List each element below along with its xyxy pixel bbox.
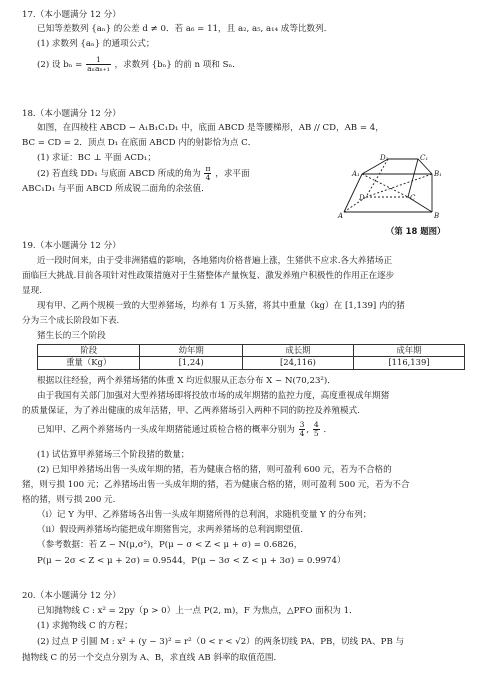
q19-part2-i: （ⅰ）记 Y 为甲、乙养猪场各出售一头成年期猪所得的总利润，求随机变量 Y 的分布列； bbox=[37, 510, 372, 520]
q19-fraction-1-num: 3 bbox=[299, 420, 305, 429]
q18-fraction-num: π bbox=[205, 164, 211, 173]
q19-part2-line3: 格的猪，则亏损 200 元. bbox=[22, 495, 116, 505]
q17-heading: 17.（本小题满分 12 分） bbox=[22, 10, 121, 20]
q19-line9: 已知甲、乙两个养猪场内一头成年期猪能通过质检合格的概率分别为 $\frac{3}{4}$ , $\frac{4}{5}$ ． bbox=[37, 420, 333, 438]
q18-line5: ABC₁D₁ 与平面 ABCD 所成锐二面角的余弦值． bbox=[22, 184, 210, 194]
prism-figure bbox=[336, 152, 474, 224]
q19-part2-line2: 猪，则亏损 100 元；乙养猪场出售一头成年期的猪，若为健康合格的猪，则可盈利 500 元，若为不合 bbox=[22, 480, 410, 490]
growth-stage-table bbox=[37, 344, 465, 370]
q18-part2 bbox=[37, 165, 250, 182]
label-A: A bbox=[338, 212, 344, 220]
q19-fraction-2 bbox=[313, 421, 320, 438]
q19-part1: (1) 试估算甲养猪场三个阶段猪的数量； bbox=[37, 450, 190, 460]
q19-reference-2: P(μ − 2σ < Z < μ + 2σ) = 0.9544，P(μ − 3σ < Z < μ + 3σ) = 0.9974） bbox=[37, 556, 346, 566]
label-B1: B₁ bbox=[434, 170, 442, 178]
q19-line7: 由于我国有关部门加强对大型养猪场即将投放市场的成年期猪的监控力度，高度重视成年期猪 bbox=[37, 391, 390, 401]
q18-fraction bbox=[204, 165, 211, 182]
q18-fraction-den: 4 bbox=[205, 172, 211, 182]
table-cell: [24,116) bbox=[242, 357, 353, 369]
q19-line5: 分为三个成长阶段如下表. bbox=[22, 316, 120, 326]
label-D: D bbox=[359, 194, 365, 202]
q18-part2-prefix: (2) 若直线 DD₁ 与底面 ABCD 所成的角为 bbox=[37, 168, 201, 179]
table-header-cell: 成长期 bbox=[242, 345, 353, 357]
label-D1: D₁ bbox=[380, 154, 389, 162]
q19-line2: 面临巨大挑战.目前各项针对性政策措施对于生猪整体产量恢复、激发养殖户积极性的作用正在逐步 bbox=[22, 271, 395, 281]
table-cell: [116,139] bbox=[353, 357, 464, 369]
figure-caption: （第 18 题图） bbox=[386, 226, 446, 236]
q17-part2 bbox=[37, 56, 241, 73]
q17-part1: (1) 求数列 {aₙ} 的通项公式； bbox=[37, 39, 155, 49]
table-header-cell: 幼年期 bbox=[140, 345, 242, 357]
q20-part2-line1: (2) 过点 P 引圆 M : x² + (y − 3)² = r²（0 < r < √2）的两条切线 PA、PB，切线 PA、PB 与 bbox=[37, 637, 405, 647]
q19-fraction-1-den: 4 bbox=[299, 428, 305, 438]
q17-part2-prefix: (2) 设 bₙ = bbox=[37, 59, 83, 70]
q18-part1: (1) 求证：BC ⊥ 平面 ACD₁； bbox=[37, 153, 156, 163]
q19-line4: 现有甲、乙两个规模一致的大型养猪场，均养有 1 万头猪，将其中重量（kg）在 [1,139] 内的猪 bbox=[37, 301, 405, 311]
q19-line9-prefix: 已知甲、乙两个养猪场内一头成年期猪能通过质检合格的概率分别为 bbox=[37, 424, 295, 435]
q17-fraction-den: aₙaₙ₊₁ bbox=[87, 63, 110, 73]
q20-heading: 20.（本小题满分 12 分） bbox=[22, 591, 121, 601]
q19-heading: 19.（本小题满分 12 分） bbox=[22, 241, 121, 251]
q19-part2-line1: (2) 已知甲养猪场出售一头成年期的猪，若为健康合格的猪，则可盈利 600 元，若为不合格的 bbox=[37, 465, 392, 475]
q17-fraction-num: 1 bbox=[86, 56, 111, 65]
label-B: B bbox=[434, 212, 440, 220]
table-header-cell: 阶段 bbox=[38, 345, 140, 357]
q20-line1: 已知抛物线 C : x² = 2py（p > 0）上一点 P(2, m)，F 为焦点，△PFO 面积为 1． bbox=[37, 606, 358, 616]
table-cell: 重量（Kg） bbox=[38, 357, 140, 369]
q17-stem: 已知等差数列 {aₙ} 的公差 d ≠ 0．若 a₆ = 11，且 a₂, a₅, a₁₄ 成等比数列． bbox=[37, 24, 333, 34]
q20-part1: (1) 求抛物线 C 的方程； bbox=[37, 621, 133, 631]
q19-line9-suffix: ． bbox=[323, 424, 333, 435]
q18-line2: BC = CD = 2．顶点 D₁ 在底面 ABCD 内的射影恰为点 C． bbox=[22, 138, 257, 148]
label-C1: C₁ bbox=[420, 154, 429, 162]
q17-fraction bbox=[86, 56, 111, 73]
q19-line1: 近一段时间来，由于受非洲猪瘟的影响，各地猪肉价格普遍上涨，生猪供不应求.各大养猪场正 bbox=[37, 256, 393, 266]
q18-line1: 如图，在四棱柱 ABCD − A₁B₁C₁D₁ 中，底面 ABCD 是等腰梯形，AB // CD，AB = 4， bbox=[37, 123, 384, 133]
q17-part2-suffix: ，求数列 {bₙ} 的前 n 项和 Sₙ． bbox=[114, 59, 241, 70]
table-cell: [1,24) bbox=[140, 357, 242, 369]
q19-fraction-2-num: 4 bbox=[313, 420, 319, 429]
q20-part2-line2: 抛物线 C 的另一个交点分别为 A、B，求直线 AB 斜率的取值范围． bbox=[22, 653, 283, 663]
table-header-cell: 成年期 bbox=[353, 345, 464, 357]
q19-part2-ii: （ⅱ）假设两养猪场均能把成年期猪售完，求两养猪场的总利润期望值. bbox=[37, 525, 304, 535]
label-C: C bbox=[410, 194, 416, 202]
q19-line8: 的质量保证，为了养出健康的成年活猪，甲、乙两养猪场引入两种不同的防控及养殖模式. bbox=[22, 406, 360, 416]
q19-fraction-2-den: 5 bbox=[313, 428, 319, 438]
table-title: 猪生长的三个阶段 bbox=[37, 331, 106, 341]
q19-line6: 根据以往经验，两个养猪场猪的体重 X 均近似服从正态分布 X ~ N(70,23²)． bbox=[37, 376, 336, 386]
label-A1: A₁ bbox=[352, 170, 360, 178]
q19-reference-1: （参考数据：若 Z ~ N(μ,σ²)，P(μ − σ < Z < μ + σ) = 0.6826， bbox=[37, 540, 303, 550]
table-header-row bbox=[38, 345, 465, 357]
table-row bbox=[38, 357, 465, 369]
q18-part2-suffix: ，求平面 bbox=[215, 168, 250, 179]
q19-line3: 显现. bbox=[22, 286, 42, 296]
q18-heading: 18.（本小题满分 12 分） bbox=[22, 109, 121, 119]
q19-fraction-1 bbox=[299, 421, 306, 438]
